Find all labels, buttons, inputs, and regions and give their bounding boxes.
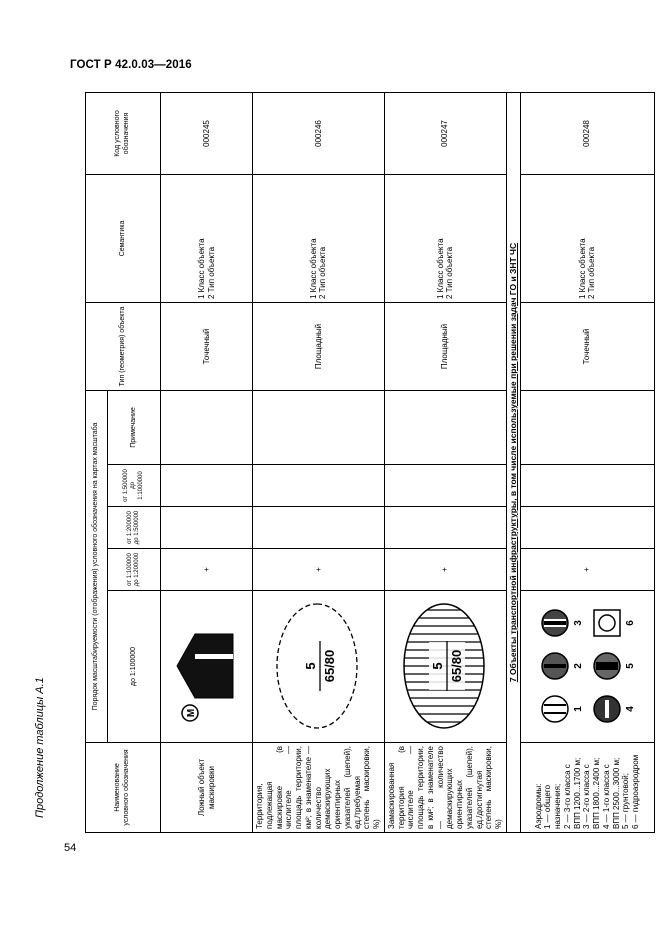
header-scale-200000: от 1:100000 до 1:200000 (108, 549, 161, 591)
svg-text:6: 6 (624, 620, 636, 627)
header-geometry: Тип (геометрия) объекта (86, 302, 161, 390)
table-row (520, 92, 654, 832)
row-code: 000247 (384, 92, 506, 174)
header-note: Примечание (108, 390, 161, 464)
airfield-hydro-icon (594, 611, 620, 637)
table-row (161, 92, 253, 832)
row-symbol (384, 591, 506, 743)
header-name: Наименование условного обозначения (86, 743, 161, 833)
row-code: 000245 (161, 92, 253, 174)
symbol-numerator: 5 (429, 662, 445, 671)
section-title: 7 Объекты транспортной инфраструктуры, в том числе используемые при решении задач ГО и ЗНТ ЧС (506, 92, 520, 832)
row-geometry: Точечный (520, 302, 654, 390)
page-number: 54 (64, 842, 77, 854)
airfield-class2-icon (542, 611, 568, 637)
row-semantics: 1 Класс объекта 2 Тип объекта (384, 174, 506, 302)
row-symbol (520, 591, 654, 743)
symbol-denominator: 65/80 (448, 650, 464, 683)
row-semantics: 1 Класс объекта 2 Тип объекта (161, 174, 253, 302)
row-name: Замаскированная территория (в числителе — площадь территории, в км²; в знаменателе — количество демаскирующих ориентирных указателей (шепей), ед./достигнутая степень маскировки, %) (384, 743, 506, 833)
row-code: 000248 (520, 92, 654, 174)
header-scale-500000: от 1:200000 до 1:500000 (108, 507, 161, 549)
row-symbol (253, 591, 385, 743)
airfield-ground-icon (594, 654, 620, 680)
svg-text:2: 2 (572, 663, 584, 670)
airfield-class1-icon (594, 697, 620, 723)
symbol-numerator: 5 (303, 662, 318, 671)
table-row (253, 92, 385, 832)
svg-text:M: M (186, 709, 198, 718)
row-mark-200000: + (384, 549, 506, 591)
svg-text:4: 4 (624, 706, 636, 713)
rotated-table-container (85, 93, 641, 833)
false-object-symbol (165, 602, 245, 732)
row-name: Территория, подлежащая маскировке (в числителе — площадь территории, км²; в знаменателе — количество демаскирующих ориентирных указателей (шепей), ед./требуемая степень маскировки, %) (253, 743, 385, 833)
svg-text:3: 3 (572, 620, 584, 627)
row-name: Ложный объект маскировки (161, 743, 253, 833)
header-scale-1000000: от 1:500000 до 1:1000000 (108, 465, 161, 507)
airfield-class3-icon (542, 654, 568, 680)
header-scale-group: Порядок масштабируемости (отображения) условного обозначения на картах масштаба (86, 390, 108, 742)
row-code: 000246 (253, 92, 385, 174)
row-semantics: 1 Класс объекта 2 Тип объекта (520, 174, 654, 302)
row-name: Аэродромы: 1 — общего назначения; 2 — 3-го класса с ВПП 1200...1700 м; 3 — 2-го класса с ВПП 1800...2400 м; 4 — 1-го класса с ВПП 2500...3000 м; 5 — грунтовой; 6 — гидроаэродром (520, 743, 654, 833)
svg-text:1: 1 (572, 706, 584, 713)
masked-territory-symbol (399, 597, 489, 737)
table-continued-caption: Продолжение таблицы А.1 (34, 677, 46, 818)
row-mark-200000: + (161, 549, 253, 591)
masking-territory-symbol (272, 597, 362, 737)
symbol-denominator: 65/80 (322, 650, 337, 683)
row-semantics: 1 Класс объекта 2 Тип объекта (253, 174, 385, 302)
row-symbol (161, 591, 253, 743)
row-geometry: Площадный (384, 302, 506, 390)
header-semantics: Семантика (86, 174, 161, 302)
svg-text:5: 5 (624, 663, 636, 670)
header-scale-100000: до 1:100000 (108, 591, 161, 743)
row-geometry: Точечный (161, 302, 253, 390)
table-row (384, 92, 506, 832)
symbols-table (85, 92, 655, 833)
row-mark-200000: + (253, 549, 385, 591)
airfield-symbols (531, 602, 641, 732)
document-header: ГОСТ Р 42.0.03—2016 (70, 59, 192, 71)
row-geometry: Площадный (253, 302, 385, 390)
row-mark-200000: + (520, 549, 654, 591)
airfield-general-icon (542, 697, 568, 723)
header-code: Код условного обозначения (86, 92, 161, 174)
